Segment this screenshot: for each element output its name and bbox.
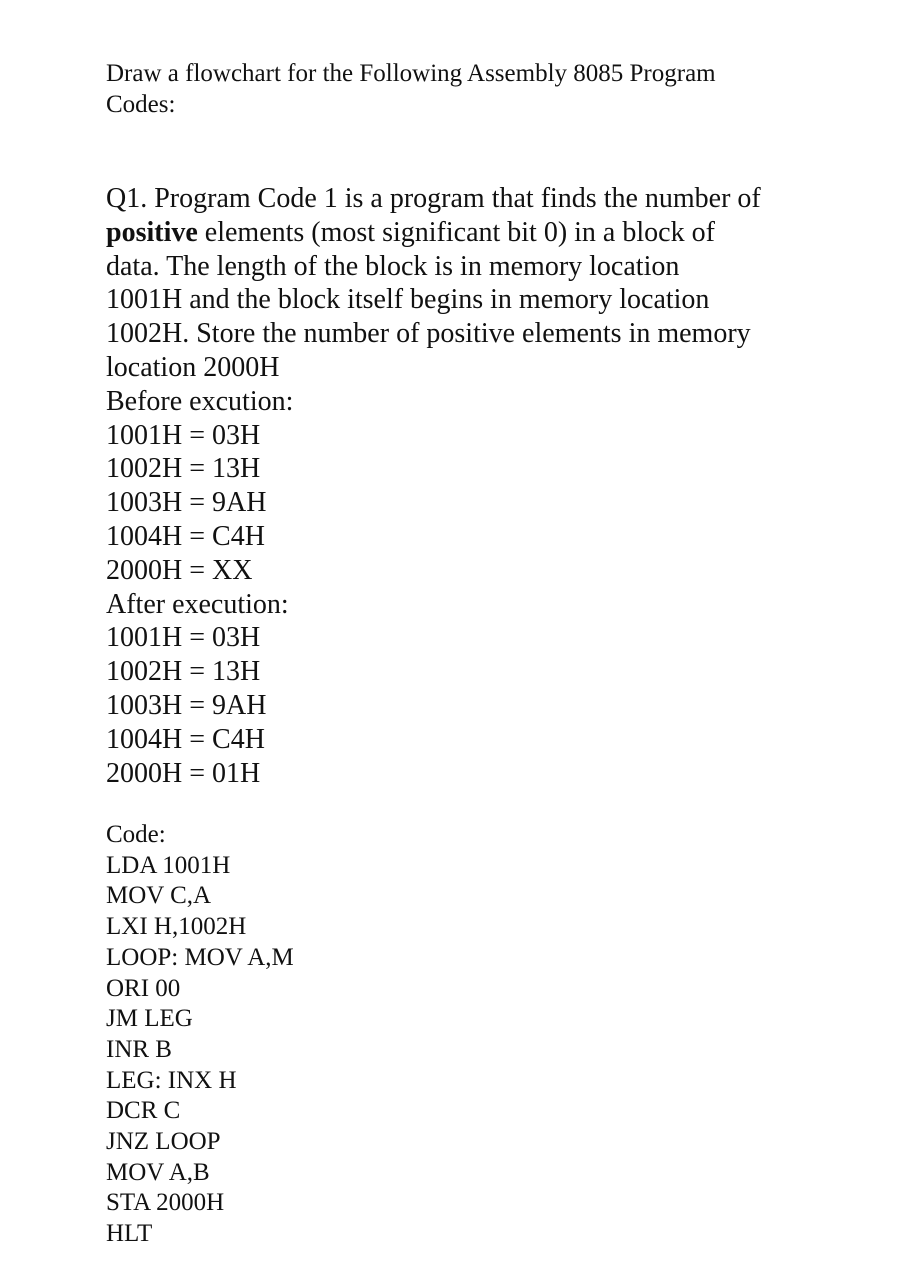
code-line: JM LEG: [106, 1005, 193, 1033]
question-text: elements (most significant bit 0) in a block of: [197, 216, 715, 248]
code-line: LEG: INX H: [106, 1066, 237, 1094]
code-line: JNZ LOOP: [106, 1128, 221, 1156]
after-row: 1002H = 13H: [106, 656, 261, 688]
title-line-2: Codes:: [106, 91, 176, 118]
before-row: 1004H = C4H: [106, 520, 265, 552]
code-line: STA 2000H: [106, 1189, 225, 1217]
before-row: 1003H = 9AH: [106, 487, 267, 519]
question-line: [106, 283, 806, 317]
code-line: LXI H,1002H: [106, 913, 247, 941]
code-line: ORI 00: [106, 974, 181, 1002]
question-text: location 2000H: [106, 351, 280, 383]
title-line-1: Draw a flowchart for the Following Assembly 8085 Program: [106, 60, 716, 87]
question-line: [106, 250, 806, 284]
after-row: 2000H = 01H: [106, 757, 261, 789]
question-line: [106, 317, 806, 351]
code-line: DCR C: [106, 1097, 181, 1125]
after-row: 1004H = C4H: [106, 723, 265, 755]
before-row: 2000H = XX: [106, 554, 253, 586]
question-bold-text: positive: [106, 216, 198, 248]
assignment-title: [106, 58, 716, 120]
question-line: [106, 216, 806, 250]
code-line: INR B: [106, 1035, 172, 1063]
code-label: Code:: [106, 821, 166, 848]
question-text: 1002H. Store the number of positive elements in memory: [106, 318, 751, 350]
question-block: [106, 182, 806, 790]
question-line: [106, 182, 806, 216]
question-text: data. The length of the block is in memory location: [106, 250, 680, 282]
before-label: Before excution:: [106, 385, 294, 417]
code-block: [106, 820, 294, 1250]
code-line: LOOP: MOV A,M: [106, 943, 294, 971]
question-text: Q1. Program Code 1 is a program that finds the number of: [106, 183, 761, 214]
code-line: LDA 1001H: [106, 851, 231, 879]
question-text: 1001H and the block itself begins in memory location: [106, 284, 710, 316]
code-line: HLT: [106, 1220, 153, 1248]
after-row: 1003H = 9AH: [106, 689, 267, 721]
after-row: 1001H = 03H: [106, 622, 261, 654]
before-row: 1001H = 03H: [106, 419, 261, 451]
question-line: [106, 351, 806, 385]
code-line: MOV A,B: [106, 1158, 210, 1186]
after-label: After execution:: [106, 588, 289, 620]
code-line: MOV C,A: [106, 882, 212, 910]
before-row: 1002H = 13H: [106, 453, 261, 485]
